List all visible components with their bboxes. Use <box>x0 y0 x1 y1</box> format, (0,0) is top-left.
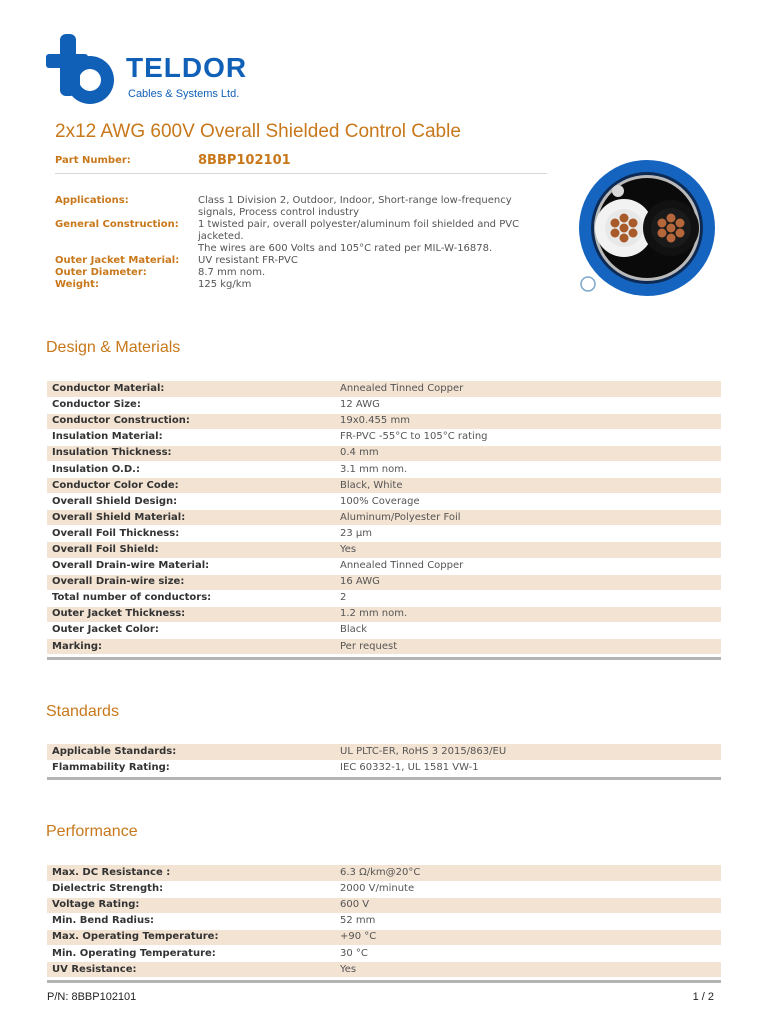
footer-part-number: P/N: 8BBP102101 <box>47 991 137 1003</box>
table-row <box>47 606 721 622</box>
spec-label: Weight: <box>55 279 99 290</box>
spec-line: 1 twisted pair, overall polyester/aluminum foil shielded and PVC <box>198 219 520 230</box>
design-materials-heading: Design & Materials <box>46 339 181 356</box>
table-row <box>47 622 721 638</box>
summary-specs <box>55 195 545 291</box>
row-label: Overall Drain-wire size: <box>47 574 335 590</box>
table-row <box>47 542 721 558</box>
row-label: Marking: <box>47 639 335 655</box>
brand-subtitle: Cables & Systems Ltd. <box>128 88 240 100</box>
table-row <box>47 478 721 494</box>
row-label: Max. Operating Temperature: <box>47 929 335 945</box>
row-value: IEC 60332-1, UL 1581 VW-1 <box>335 760 721 776</box>
spec-value: UV resistant FR-PVC <box>198 255 298 266</box>
row-value: Yes <box>335 542 721 558</box>
row-label: UV Resistance: <box>47 962 335 978</box>
spec-value: 125 kg/km <box>198 279 252 290</box>
spec-label: General Construction: <box>55 219 179 230</box>
design-materials-table <box>47 381 721 655</box>
row-value: 12 AWG <box>335 397 721 413</box>
table-row <box>47 397 721 413</box>
row-value: Yes <box>335 962 721 978</box>
row-label: Conductor Construction: <box>47 413 335 429</box>
row-label: Overall Foil Shield: <box>47 542 335 558</box>
table-row <box>47 913 721 929</box>
brand-name: TELDOR <box>126 52 248 83</box>
spec-value <box>198 219 545 255</box>
part-number-row <box>55 153 547 174</box>
page-number: 1 / 2 <box>692 991 714 1003</box>
spec-label: Outer Diameter: <box>55 267 147 278</box>
row-label: Overall Foil Thickness: <box>47 526 335 542</box>
spec-row <box>55 255 545 267</box>
table-row <box>47 639 721 655</box>
spec-line: signals, Process control industry <box>198 207 360 218</box>
row-value: FR-PVC -55°C to 105°C rating <box>335 429 721 445</box>
performance-heading: Performance <box>46 823 138 840</box>
row-value: Annealed Tinned Copper <box>335 381 721 397</box>
spec-label: Outer Jacket Material: <box>55 255 180 266</box>
row-value: Annealed Tinned Copper <box>335 558 721 574</box>
part-number-label: Part Number: <box>55 155 131 166</box>
performance-table <box>47 865 721 978</box>
table-row <box>47 381 721 397</box>
table-row <box>47 413 721 429</box>
row-label: Flammability Rating: <box>47 760 335 776</box>
row-value: 3.1 mm nom. <box>335 461 721 477</box>
table-row <box>47 558 721 574</box>
spec-row <box>55 219 545 255</box>
row-value: 0.4 mm <box>335 445 721 461</box>
row-value: 19x0.455 mm <box>335 413 721 429</box>
table-row <box>47 526 721 542</box>
row-value: 600 V <box>335 897 721 913</box>
row-value: +90 °C <box>335 929 721 945</box>
spec-value: 8.7 mm nom. <box>198 267 266 278</box>
row-label: Outer Jacket Thickness: <box>47 606 335 622</box>
company-logo <box>46 34 276 108</box>
row-value: 2000 V/minute <box>335 881 721 897</box>
table-row <box>47 929 721 945</box>
row-label: Insulation Material: <box>47 429 335 445</box>
row-value: UL PLTC-ER, RoHS 3 2015/863/EU <box>335 744 721 760</box>
spec-line: The wires are 600 Volts and 105°C rated per MIL-W-16878. <box>198 243 493 254</box>
row-label: Min. Operating Temperature: <box>47 945 335 961</box>
row-label: Conductor Material: <box>47 381 335 397</box>
table-row <box>47 429 721 445</box>
spec-line: Class 1 Division 2, Outdoor, Indoor, Short-range low-frequency <box>198 195 512 206</box>
row-label: Conductor Size: <box>47 397 335 413</box>
row-label: Overall Shield Material: <box>47 510 335 526</box>
table-row <box>47 510 721 526</box>
row-value: 100% Coverage <box>335 494 721 510</box>
spec-line: jacketed. <box>198 231 244 242</box>
section-divider <box>47 777 721 780</box>
table-row <box>47 897 721 913</box>
table-row <box>47 760 721 776</box>
row-value: 16 AWG <box>335 574 721 590</box>
row-label: Voltage Rating: <box>47 897 335 913</box>
page-title: 2x12 AWG 600V Overall Shielded Control Cable <box>55 121 461 142</box>
standards-table <box>47 744 721 777</box>
spec-label: Applications: <box>55 195 129 206</box>
table-row <box>47 461 721 477</box>
row-value: Aluminum/Polyester Foil <box>335 510 721 526</box>
table-row <box>47 865 721 881</box>
table-row <box>47 744 721 760</box>
table-row <box>47 494 721 510</box>
row-value: 1.2 mm nom. <box>335 606 721 622</box>
table-row <box>47 445 721 461</box>
table-row <box>47 590 721 606</box>
row-label: Max. DC Resistance : <box>47 865 335 881</box>
row-label: Insulation O.D.: <box>47 461 335 477</box>
table-row <box>47 962 721 978</box>
spec-value <box>198 195 545 219</box>
row-value: 2 <box>335 590 721 606</box>
row-label: Insulation Thickness: <box>47 445 335 461</box>
table-row <box>47 945 721 961</box>
row-label: Dielectric Strength: <box>47 881 335 897</box>
row-label: Conductor Color Code: <box>47 478 335 494</box>
teldor-logo-icon <box>46 34 122 108</box>
row-label: Applicable Standards: <box>47 744 335 760</box>
row-value: 52 mm <box>335 913 721 929</box>
row-label: Total number of conductors: <box>47 590 335 606</box>
table-row <box>47 574 721 590</box>
table-row <box>47 881 721 897</box>
row-value: Black <box>335 622 721 638</box>
section-divider <box>47 657 721 660</box>
row-label: Overall Shield Design: <box>47 494 335 510</box>
row-value: Black, White <box>335 478 721 494</box>
row-value: 30 °C <box>335 945 721 961</box>
row-label: Outer Jacket Color: <box>47 622 335 638</box>
cable-cross-section-icon <box>572 158 722 298</box>
row-label: Min. Bend Radius: <box>47 913 335 929</box>
spec-row <box>55 279 545 291</box>
spec-row <box>55 195 545 219</box>
standards-heading: Standards <box>46 703 119 720</box>
spec-row <box>55 267 545 279</box>
row-value: Per request <box>335 639 721 655</box>
row-value: 6.3 Ω/km@20°C <box>335 865 721 881</box>
row-value: 23 μm <box>335 526 721 542</box>
row-label: Overall Drain-wire Material: <box>47 558 335 574</box>
section-divider <box>47 980 721 983</box>
part-number-value: 8BBP102101 <box>198 153 291 168</box>
